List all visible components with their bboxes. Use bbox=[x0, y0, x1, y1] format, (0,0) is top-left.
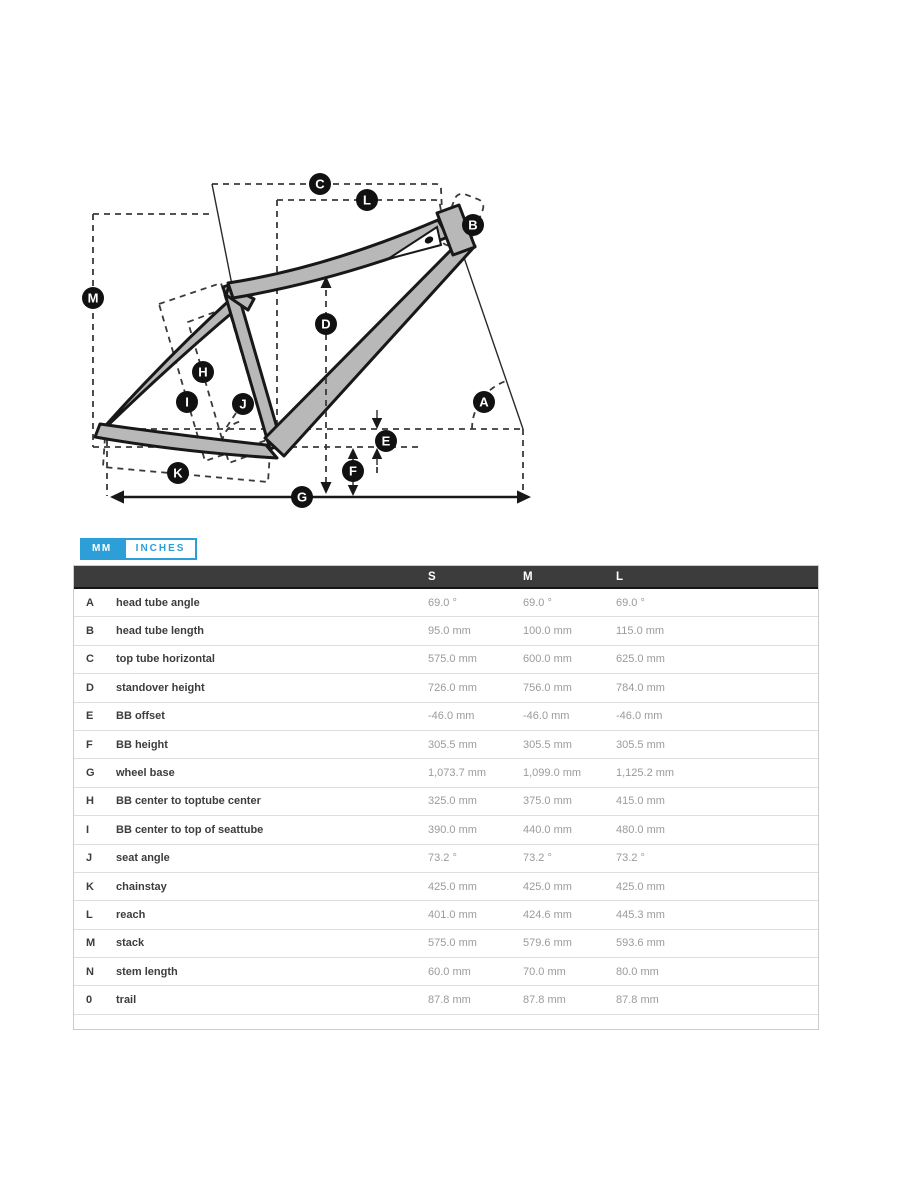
cell-size-s: 425.0 mm bbox=[428, 880, 477, 893]
label-B bbox=[462, 214, 484, 236]
row-letter: M bbox=[86, 937, 96, 950]
row-letter: K bbox=[86, 880, 94, 893]
cell-size-m: 600.0 mm bbox=[523, 653, 572, 666]
geo-table-rows bbox=[74, 589, 818, 1015]
row-name: trail bbox=[116, 994, 137, 1007]
cell-size-s: 726.0 mm bbox=[428, 681, 477, 694]
row-letter: A bbox=[86, 596, 94, 609]
row-name: BB center to toptube center bbox=[116, 795, 261, 808]
cell-size-m: 73.2 ° bbox=[523, 852, 552, 865]
cell-size-s: 305.5 mm bbox=[428, 738, 477, 751]
table-row bbox=[74, 617, 818, 645]
size-header-s: S bbox=[428, 570, 436, 583]
geometry-table bbox=[73, 565, 819, 1030]
table-row bbox=[74, 759, 818, 787]
cell-size-s: 60.0 mm bbox=[428, 965, 471, 978]
cell-size-l: -46.0 mm bbox=[616, 710, 663, 723]
row-letter: I bbox=[86, 823, 90, 836]
row-letter: D bbox=[86, 681, 94, 694]
unit-tabs bbox=[80, 538, 197, 560]
row-name: head tube length bbox=[116, 625, 204, 638]
table-row bbox=[74, 731, 818, 759]
cell-size-m: 440.0 mm bbox=[523, 823, 572, 836]
label-K bbox=[167, 462, 189, 484]
svg-text:D: D bbox=[321, 316, 331, 332]
cell-size-l: 1,125.2 mm bbox=[616, 767, 675, 780]
table-row bbox=[74, 930, 818, 958]
cell-size-s: -46.0 mm bbox=[428, 710, 475, 723]
cell-size-m: 424.6 mm bbox=[523, 908, 572, 921]
tab-mm[interactable]: MM bbox=[80, 538, 124, 560]
svg-text:F: F bbox=[349, 463, 357, 479]
row-letter: G bbox=[86, 767, 95, 780]
cell-size-m: 100.0 mm bbox=[523, 625, 572, 638]
table-row bbox=[74, 816, 818, 844]
svg-text:B: B bbox=[468, 217, 478, 233]
row-name: head tube angle bbox=[116, 596, 200, 609]
cell-size-l: 87.8 mm bbox=[616, 994, 659, 1007]
row-letter: J bbox=[86, 852, 93, 865]
row-name: wheel base bbox=[116, 767, 175, 780]
svg-text:K: K bbox=[173, 465, 183, 481]
row-name: BB offset bbox=[116, 710, 165, 723]
label-E bbox=[375, 430, 397, 452]
tab-inches[interactable]: INCHES bbox=[124, 538, 198, 560]
table-row bbox=[74, 845, 818, 873]
cell-size-l: 593.6 mm bbox=[616, 937, 665, 950]
cell-size-l: 480.0 mm bbox=[616, 823, 665, 836]
cell-size-s: 73.2 ° bbox=[428, 852, 457, 865]
cell-size-s: 401.0 mm bbox=[428, 908, 477, 921]
svg-text:E: E bbox=[381, 433, 391, 449]
cell-size-m: 70.0 mm bbox=[523, 965, 566, 978]
size-header-l: L bbox=[616, 570, 624, 583]
svg-text:M: M bbox=[87, 290, 99, 306]
row-name: stack bbox=[116, 937, 145, 950]
table-row bbox=[74, 788, 818, 816]
cell-size-l: 305.5 mm bbox=[616, 738, 665, 751]
label-F bbox=[342, 460, 364, 482]
row-letter: F bbox=[86, 738, 93, 751]
size-header-row bbox=[74, 566, 818, 589]
cell-size-s: 575.0 mm bbox=[428, 653, 477, 666]
cell-size-l: 445.3 mm bbox=[616, 908, 665, 921]
cell-size-l: 415.0 mm bbox=[616, 795, 665, 808]
cell-size-m: -46.0 mm bbox=[523, 710, 570, 723]
bike-frame bbox=[95, 205, 478, 458]
row-letter: E bbox=[86, 710, 94, 723]
cell-size-l: 69.0 ° bbox=[616, 596, 645, 609]
cell-size-l: 115.0 mm bbox=[616, 625, 665, 638]
label-A bbox=[473, 391, 495, 413]
cell-size-s: 1,073.7 mm bbox=[428, 767, 487, 780]
cell-size-m: 305.5 mm bbox=[523, 738, 572, 751]
svg-text:I: I bbox=[185, 394, 189, 410]
row-letter: H bbox=[86, 795, 94, 808]
row-letter: L bbox=[86, 908, 93, 921]
cell-size-s: 390.0 mm bbox=[428, 823, 477, 836]
svg-text:C: C bbox=[315, 176, 325, 192]
row-name: reach bbox=[116, 908, 146, 921]
svg-text:J: J bbox=[239, 396, 247, 412]
cell-size-s: 325.0 mm bbox=[428, 795, 477, 808]
cell-size-m: 69.0 ° bbox=[523, 596, 552, 609]
cell-size-l: 625.0 mm bbox=[616, 653, 665, 666]
row-name: top tube horizontal bbox=[116, 653, 215, 666]
table-row bbox=[74, 901, 818, 929]
row-name: standover height bbox=[116, 681, 205, 694]
row-letter: 0 bbox=[86, 994, 93, 1007]
row-letter: B bbox=[86, 625, 94, 638]
seat-tube bbox=[223, 283, 282, 449]
table-row bbox=[74, 589, 818, 617]
cell-size-s: 95.0 mm bbox=[428, 625, 471, 638]
cell-size-m: 375.0 mm bbox=[523, 795, 572, 808]
cell-size-m: 1,099.0 mm bbox=[523, 767, 582, 780]
row-name: chainstay bbox=[116, 880, 167, 893]
size-header-m: M bbox=[523, 570, 533, 583]
cell-size-m: 579.6 mm bbox=[523, 937, 572, 950]
label-H bbox=[192, 361, 214, 383]
cell-size-l: 784.0 mm bbox=[616, 681, 665, 694]
seat-stays bbox=[101, 296, 240, 432]
row-name: BB height bbox=[116, 738, 168, 751]
cell-size-m: 756.0 mm bbox=[523, 681, 572, 694]
label-L bbox=[356, 189, 378, 211]
label-M bbox=[82, 287, 104, 309]
row-letter: C bbox=[86, 653, 94, 666]
row-name: stem length bbox=[116, 965, 178, 978]
table-row bbox=[74, 873, 818, 901]
cell-size-s: 69.0 ° bbox=[428, 596, 457, 609]
label-C bbox=[309, 173, 331, 195]
frame-geometry-diagram bbox=[75, 155, 560, 520]
table-row bbox=[74, 674, 818, 702]
table-row bbox=[74, 703, 818, 731]
svg-text:L: L bbox=[363, 192, 371, 208]
cell-size-s: 575.0 mm bbox=[428, 937, 477, 950]
label-J bbox=[232, 393, 254, 415]
table-row bbox=[74, 958, 818, 986]
row-letter: N bbox=[86, 965, 94, 978]
row-name: seat angle bbox=[116, 852, 170, 865]
cell-size-m: 425.0 mm bbox=[523, 880, 572, 893]
label-G bbox=[291, 486, 313, 508]
label-I bbox=[176, 391, 198, 413]
cell-size-l: 80.0 mm bbox=[616, 965, 659, 978]
table-row bbox=[74, 646, 818, 674]
table-bottom-padding bbox=[74, 1015, 818, 1029]
cell-size-l: 425.0 mm bbox=[616, 880, 665, 893]
cell-size-l: 73.2 ° bbox=[616, 852, 645, 865]
row-name: BB center to top of seattube bbox=[116, 823, 264, 836]
cell-size-s: 87.8 mm bbox=[428, 994, 471, 1007]
table-row bbox=[74, 986, 818, 1014]
svg-text:A: A bbox=[479, 394, 489, 410]
svg-text:G: G bbox=[296, 489, 308, 505]
label-D bbox=[315, 313, 337, 335]
cell-size-m: 87.8 mm bbox=[523, 994, 566, 1007]
svg-text:H: H bbox=[198, 364, 208, 380]
